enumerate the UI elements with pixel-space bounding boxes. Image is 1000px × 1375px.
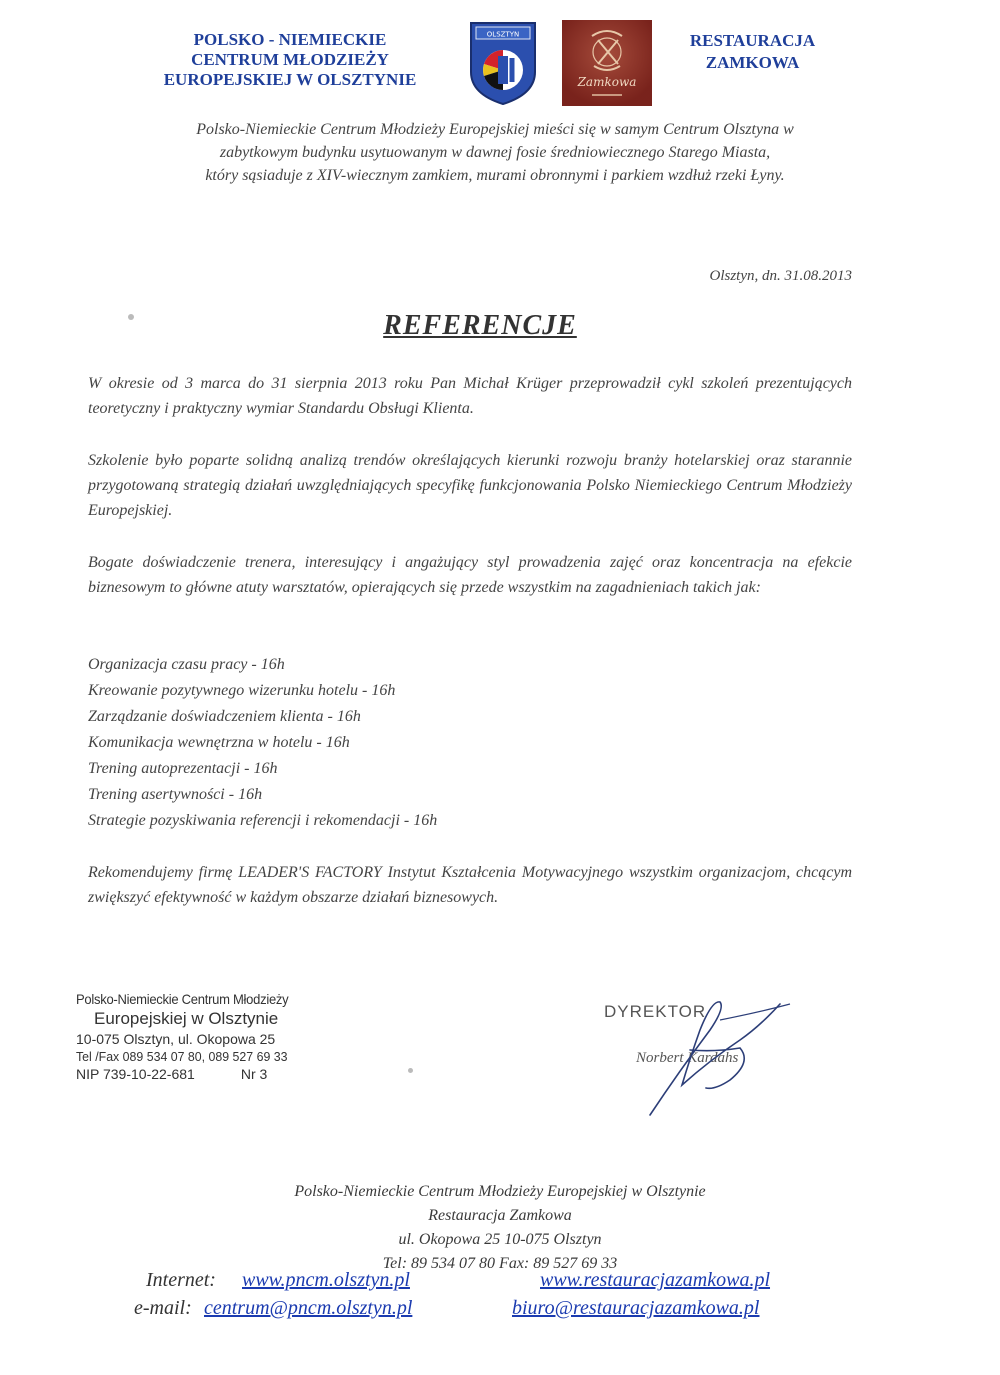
- footer-line: ul. Okopowa 25 10-075 Olsztyn: [398, 1231, 602, 1248]
- document-date: Olsztyn, dn. 31.08.2013: [709, 268, 852, 284]
- course-item: Komunikacja wewnętrzna w hotelu - 16h: [88, 734, 350, 751]
- header-restaurant-line: RESTAURACJA: [689, 31, 816, 50]
- director-title: DYREKTOR: [604, 1002, 707, 1021]
- signature-icon: [620, 990, 800, 1120]
- footer-line: Tel: 89 534 07 80 Fax: 89 527 69 33: [382, 1255, 618, 1272]
- footer-address: [120, 1180, 880, 1276]
- zamkowa-logo-icon: [562, 20, 652, 106]
- restaurant-email-link[interactable]: biuro@restauracjazamkowa.pl: [512, 1297, 760, 1319]
- intro-line: Polsko-Niemieckie Centrum Młodzieży Europejskiej mieści się w samym Centrum Olsztyna w: [196, 121, 794, 138]
- stamp-line: Tel /Fax 089 534 07 80, 089 527 69 33: [76, 1049, 288, 1064]
- header-org-line: EUROPEJSKIEJ W OLSZTYNIE: [163, 70, 417, 89]
- institution-stamp: [76, 990, 376, 1083]
- header-org-line: CENTRUM MŁODZIEŻY: [191, 50, 389, 69]
- stamp-line: Polsko-Niemieckie Centrum Młodzieży: [76, 991, 289, 1007]
- email-row: [120, 1294, 880, 1322]
- crest-label: OLSZTYN: [486, 30, 520, 39]
- scan-speck: [408, 1068, 413, 1073]
- footer-line: Restauracja Zamkowa: [428, 1207, 572, 1224]
- header-restaurant-name: [660, 30, 845, 74]
- pncm-website-link[interactable]: www.pncm.olsztyn.pl: [242, 1269, 410, 1291]
- intro-line: zabytkowym budynku usytuowanym w dawnej fosie średniowiecznego Starego Miasta,: [219, 144, 771, 161]
- course-item: Trening asertywności - 16h: [88, 786, 263, 803]
- header-restaurant-line: ZAMKOWA: [705, 53, 800, 72]
- restaurant-zamkowa-logo: [562, 20, 652, 106]
- zamkowa-logo-label: Zamkowa: [577, 75, 637, 89]
- body-paragraph: Szkolenie było poparte solidną analizą trendów określających kierunki rozwoju branży hotelarskiej oraz starannie przygotowaną strategią działań uwzględniających specyfikę funkcjonowania Polsko Niemieckiego Centrum Młodzieży Europejskiej.: [88, 452, 852, 519]
- stamp-line: Europejskiej w Olsztynie: [94, 1009, 279, 1028]
- course-item: Trening autoprezentacji - 16h: [88, 760, 278, 777]
- email-label: e-mail:: [134, 1297, 192, 1319]
- intro-line: który sąsiaduje z XIV-wiecznym zamkiem, murami obronnymi i parkiem wzdłuż rzeki Łyny.: [205, 167, 785, 184]
- body-paragraph: Bogate doświadczenie trenera, interesujący i angażujący styl prowadzenia zajęć oraz koncentracja na efekcie biznesowym to główne atuty warsztatów, opierających się przede wszystkim na zagadnieniach takich jak:: [88, 554, 852, 596]
- stamp-nip: NIP 739-10-22-681: [76, 1066, 195, 1082]
- header-organization-name: [140, 30, 440, 90]
- scan-speck: [128, 314, 134, 320]
- course-item: Kreowanie pozytywnego wizerunku hotelu - 16h: [88, 682, 396, 699]
- director-name: Norbert Kardahs: [636, 1050, 739, 1066]
- course-item: Organizacja czasu pracy - 16h: [88, 656, 285, 673]
- header-org-line: POLSKO - NIEMIECKIE: [193, 30, 387, 49]
- recommendation-paragraph: Rekomendujemy firmę LEADER'S FACTORY Instytut Kształcenia Motywacyjnego wszystkim organizacjom, chcącym zwiększyć efektywność w każdym obszarze działań biznesowych.: [88, 864, 852, 906]
- restaurant-website-link[interactable]: www.restauracjazamkowa.pl: [540, 1269, 771, 1291]
- course-item: Strategie pozyskiwania referencji i rekomendacji - 16h: [88, 812, 438, 829]
- footer-links: [120, 1266, 880, 1322]
- internet-row: [120, 1266, 880, 1294]
- crest-shield-icon: [468, 20, 538, 106]
- body-paragraph: W okresie od 3 marca do 31 sierpnia 2013 roku Pan Michał Krüger przeprowadził cykl szkoleń prezentujących teoretyczny i praktyczny wymiar Standardu Obsługi Klienta.: [88, 375, 852, 417]
- course-item: Zarządzanie doświadczeniem klienta - 16h: [88, 708, 361, 725]
- intro-description: [110, 118, 880, 187]
- stamp-number: Nr 3: [240, 1066, 268, 1082]
- stamp-line: 10-075 Olsztyn, ul. Okopowa 25: [76, 1031, 276, 1047]
- course-list: [88, 652, 688, 834]
- footer-line: Polsko-Niemieckie Centrum Młodzieży Europejskiej w Olsztynie: [294, 1183, 706, 1200]
- pncm-email-link[interactable]: centrum@pncm.olsztyn.pl: [204, 1297, 413, 1319]
- stamp-nip-row: [76, 1065, 376, 1083]
- olsztyn-crest-logo: [468, 20, 538, 106]
- document-title: REFERENCJE: [383, 310, 577, 341]
- internet-label: Internet:: [146, 1269, 216, 1291]
